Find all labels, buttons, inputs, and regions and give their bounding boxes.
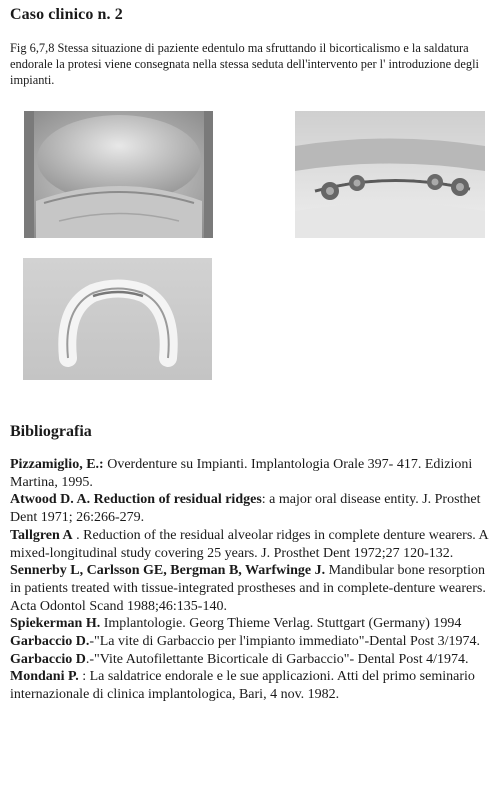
bibliography-list — [10, 456, 494, 704]
reference-item — [10, 651, 494, 669]
reference-text: Mandibular bone resorption in patients treated with tissue-integrated prostheses and in complete-denture wearers. Acta Odontol Scand 1988;46:135-140. — [10, 563, 486, 614]
case-title: Caso clinico n. 2 — [10, 6, 123, 23]
reference-item — [10, 615, 494, 633]
reference-author: Tallgren A — [10, 527, 73, 543]
reference-author: Mondani P. — [10, 669, 79, 685]
reference-text: . Reduction of the residual alveolar ridges in complete denture wearers. A mixed-longitudinal study covering 25 years. J. Prosthet Dent 1972;27 120-132. — [10, 527, 488, 561]
reference-author: Garbaccio D. — [10, 634, 90, 650]
reference-text: .-"Vite Autofilettante Bicorticale di Garbaccio"- Dental Post 4/1974. — [85, 651, 469, 667]
reference-text: Implantologie. Georg Thieme Verlag. Stuttgart (Germany) 1994 — [100, 616, 462, 632]
reference-title-bold: Reduction of residual ridges — [90, 492, 262, 508]
figure-caption: Fig 6,7,8 Stessa situazione di paziente edentulo ma sfruttando il bicorticalismo e la saldatura endorale la protesi viene consegnata nella stessa seduta dell'intervento per l' introduzione degli impianti. — [10, 41, 479, 87]
reference-author: Garbaccio D — [10, 651, 86, 667]
reference-item — [10, 633, 494, 651]
reference-item — [10, 491, 494, 526]
reference-text: -"La vite di Garbaccio per l'impianto immediato"-Dental Post 3/1974. — [89, 634, 481, 650]
reference-author: Sennerby L, Carlsson GE, Bergman B, Warfwinge J. — [10, 563, 326, 579]
bibliography-heading: Bibliografia — [10, 423, 92, 440]
photo-welded-bar-implants — [295, 111, 485, 238]
reference-text: : La saldatrice endorale e le sue applicazioni. Atti del primo seminario internazionale di clinica implantologica, Bari, 4 nov. 1982. — [10, 669, 475, 703]
reference-item — [10, 562, 494, 615]
reference-item — [10, 668, 494, 703]
reference-text: : a major oral disease entity. J. Prosthet Dent 1971; 26:266-279. — [10, 492, 481, 526]
reference-text: Overdenture su Impianti. Implantologia Orale 397- 417. Edizioni Martina, 1995. — [10, 457, 473, 490]
reference-author: Atwood D. A. — [10, 492, 91, 508]
photo-edentulous-mandible — [24, 111, 213, 238]
reference-author: Pizzamiglio, E.: — [10, 457, 104, 472]
reference-item — [10, 456, 494, 491]
reference-author: Spiekerman H. — [10, 616, 101, 632]
photo-prosthesis — [23, 258, 212, 380]
reference-item — [10, 527, 494, 562]
